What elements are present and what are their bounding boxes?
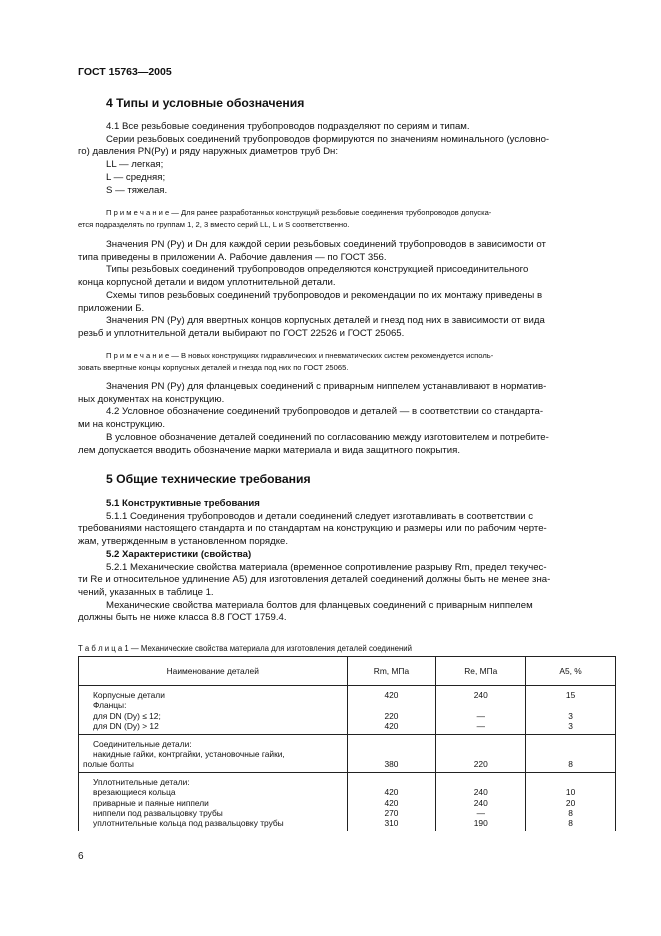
cell-value: — [476,710,485,721]
section-4-body-3 [78,381,613,457]
subsection-heading: 5.2 Характеристики (свойства) [106,548,252,560]
re-values [436,686,526,735]
cell-text: для DN (Dy) ≤ 12; [93,710,161,721]
paragraph: Механические свойства материала болтов для фланцевых соединений с приварным ниппелем [106,599,533,611]
a5-values [526,772,616,831]
paragraph: ных документах на конструкцию. [78,393,225,405]
paragraph: Значения PN (Py) и Dн для каждой серии резьбовых соединений трубопроводов в зависимости от [106,239,546,250]
cell-value: 240 [473,690,488,700]
a5-values [526,734,616,772]
column-header: Re, МПа [436,657,526,686]
subsection-heading: 5.1 Конструктивные требования [106,498,260,509]
table-caption: Т а б л и ц а 1 — Механические свойства материала для изготовления деталей соединений [78,644,412,653]
table-row [79,772,616,831]
empty-cell [348,700,436,710]
cell-text: Фланцы: [93,700,127,711]
cell-text: Уплотнительные детали: [93,776,190,787]
paragraph: жам, утвержденным в установленном порядке. [78,536,288,548]
section-5-body [78,498,613,625]
cell-value: — [476,721,485,732]
cell-value: 3 [568,710,573,721]
note-text: П р и м е ч а н и е — Для ранее разработанных конструкций резьбовые соединения трубопроводов допуска- [106,208,492,217]
section-4-body-2 [78,239,613,341]
cell-text: для DN (Dy) > 12 [93,721,159,732]
section-5-title: 5 Общие технические требования [106,472,311,486]
paragraph: Серии резьбовых соединений трубопроводов формируются по значениям номинального (условно- [106,133,550,145]
column-header: Rm, МПа [347,657,436,686]
table-row [79,734,616,772]
cell-text: ниппели под развальцовку трубы [93,808,223,819]
paragraph: требованиями настоящего стандарта и по стандартам на конструкцию и размеры или по рабочим черте- [78,523,547,535]
cell-value: — [476,808,485,819]
paragraph: приложении Б. [78,302,145,314]
cell-value: 8 [568,818,573,829]
re-values [436,734,526,772]
cell-value: 8 [568,808,573,819]
cell-text: уплотнительные кольца под развальцовку трубы [93,818,284,829]
cell-text: Соединительные детали: [93,738,192,749]
row-names [79,734,348,772]
empty-cell [436,700,525,710]
page-number: 6 [78,851,84,862]
paragraph: резьб и уплотнительной детали выбирают по ГОСТ 22526 и ГОСТ 25065. [78,327,405,339]
paragraph: ми на конструкцию. [78,419,165,431]
series-item: L — средняя; [106,171,166,183]
paragraph: типа приведены в приложении А. Рабочие давления — по ГОСТ 356. [78,251,387,263]
cell-value: 420 [384,787,399,798]
section-4-title: 4 Типы и условные обозначения [106,96,305,110]
series-item: S — тяжелая. [106,184,168,196]
paragraph: 4.2 Условное обозначение соединений трубопроводов и деталей — в соответствии со стандарта- [106,406,544,418]
table-header-row [79,657,616,686]
cell-value: 240 [473,797,488,808]
a5-values [526,686,616,735]
cell-value: 10 [565,787,576,798]
empty-cell [348,777,436,787]
cell-text: накидные гайки, контргайки, установочные гайки, [93,749,285,760]
re-values [436,772,526,831]
paragraph: 4.1 Все резьбовые соединения трубопроводов подразделяют по сериям и типам. [106,121,470,132]
table-row [79,686,616,735]
cell-value: 310 [384,818,399,829]
rm-values [347,686,436,735]
note-text: П р и м е ч а н и е — В новых конструкциях гидравлических и пневматических систем рекомендуется исполь- [106,351,494,360]
cell-value: 420 [384,690,399,700]
cell-value: 20 [565,797,576,808]
cell-value: 190 [473,818,488,829]
empty-cell [348,739,436,749]
cell-value: 220 [384,710,399,721]
cell-value: 240 [473,787,488,798]
paragraph: должны быть не ниже класса 8.8 ГОСТ 1759.4. [78,612,287,624]
series-item: LL — легкая; [106,159,164,171]
empty-cell [436,739,525,749]
cell-value: 220 [473,759,488,770]
paragraph: 5.1.1 Соединения трубопроводов и детали соединений следует изготавливать в соответствии с [106,510,534,522]
section-4-body [78,121,613,197]
note-2 [78,350,613,373]
empty-cell [436,749,525,759]
paragraph: Значения PN (Py) для фланцевых соединений с приварным ниппелем устанавливают в норматив- [106,381,547,392]
cell-value: 380 [384,759,399,770]
cell-value: 3 [568,721,573,732]
paragraph: конца корпусной детали и видом уплотнительной детали. [78,277,336,289]
paragraph: В условное обозначение деталей соединений по согласованию между изготовителем и потребите- [106,431,549,443]
mechanical-properties-table [78,656,616,831]
paragraph: лем допускается вводить обозначение марки материала и вида защитного покрытия. [78,444,461,456]
rm-values [347,734,436,772]
paragraph: Схемы типов резьбовых соединений трубопроводов и рекомендации по их монтажу приведены в [106,289,543,301]
cell-text: врезающиеся кольца [93,787,176,798]
note-text: ется подразделять по группам 1, 2, 3 вместо серий LL, L и S соответственно. [78,219,350,229]
cell-value: 420 [384,797,399,808]
rm-values [347,772,436,831]
cell-value: 270 [384,808,399,819]
empty-cell [526,700,615,710]
paragraph: 5.2.1 Механические свойства материала (временное сопротивление разрыву Rm, предел текучес- [106,561,547,573]
cell-text: полые болты [83,759,134,770]
note-1 [78,207,613,230]
note-text: зовать ввертные концы корпусных деталей и гнезда под них по ГОСТ 25065. [78,362,349,372]
paragraph: Значения PN (Py) для ввертных концов корпусных деталей и гнезд под них в зависимости от вида [106,315,545,327]
empty-cell [436,777,525,787]
empty-cell [526,739,615,749]
paragraph: чений, указанных в таблице 1. [78,586,214,598]
cell-text: приварные и паяные ниппели [93,797,209,808]
paragraph: Типы резьбовых соединений трубопроводов определяются конструкцией присоединительного [106,264,529,276]
paragraph: ти Re и относительное удлинение A5) для изготовления деталей соединений должны быть не менее зна- [78,574,551,586]
cell-value: 15 [565,690,576,700]
empty-cell [526,777,615,787]
empty-cell [526,749,615,759]
column-header: A5, % [526,657,616,686]
cell-value: 8 [568,759,573,770]
row-names [79,772,348,831]
paragraph: го) давления PN(Py) и ряду наружных диаметров труб Dн: [78,146,338,158]
cell-text: Корпусные детали [93,690,165,700]
empty-cell [348,749,436,759]
column-header: Наименование деталей [79,657,348,686]
row-names [79,686,348,735]
document-header: ГОСТ 15763—2005 [78,66,172,78]
cell-value: 420 [384,721,399,732]
